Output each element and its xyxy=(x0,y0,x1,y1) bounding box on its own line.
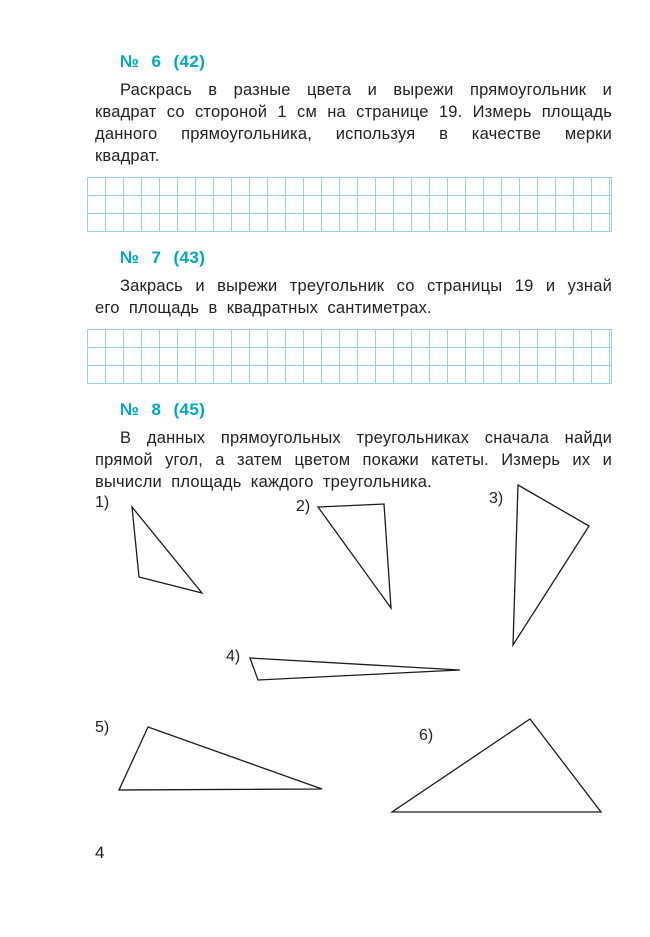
task-8-header: № 8 (45) xyxy=(120,400,206,419)
triangle-2-label: 2) xyxy=(296,498,311,515)
grid-paper-2 xyxy=(87,329,612,384)
triangle-4-shape xyxy=(250,658,460,680)
triangle-1-label: 1) xyxy=(95,494,110,511)
task-7-section xyxy=(95,248,612,319)
page-number: 4 xyxy=(95,843,105,862)
task-7-text: Закрась и вырежи треугольник со страницы 19 и узнай его площадь в квадратных сантиметрах. xyxy=(95,277,612,317)
triangle-5-shape xyxy=(119,727,322,790)
task-6-header: № 6 (42) xyxy=(120,52,206,71)
task-7-header: № 7 (43) xyxy=(120,248,206,267)
triangle-1-shape xyxy=(132,507,202,593)
triangle-3-shape xyxy=(513,485,589,645)
triangle-6-label: 6) xyxy=(419,727,434,744)
task-8-text: В данных прямоугольных треугольниках сначала найди прямой угол, а затем цветом покажи катеты. Измерь их и вычисли площадь каждого треугольника. xyxy=(95,429,612,491)
triangle-figures xyxy=(0,480,650,840)
triangle-2-shape xyxy=(318,504,391,608)
triangle-4-label: 4) xyxy=(226,648,241,665)
task-6-section xyxy=(95,52,612,167)
triangles-svg xyxy=(0,480,650,840)
triangle-3-label: 3) xyxy=(489,490,504,507)
grid-paper-1 xyxy=(87,177,612,232)
task-6-text: Раскрась в разные цвета и вырежи прямоугольник и квадрат со стороной 1 см на странице 19. Измерь площадь данного прямоугольника, используя в качестве мерки квадрат. xyxy=(95,81,612,165)
triangle-5-label: 5) xyxy=(95,719,110,736)
